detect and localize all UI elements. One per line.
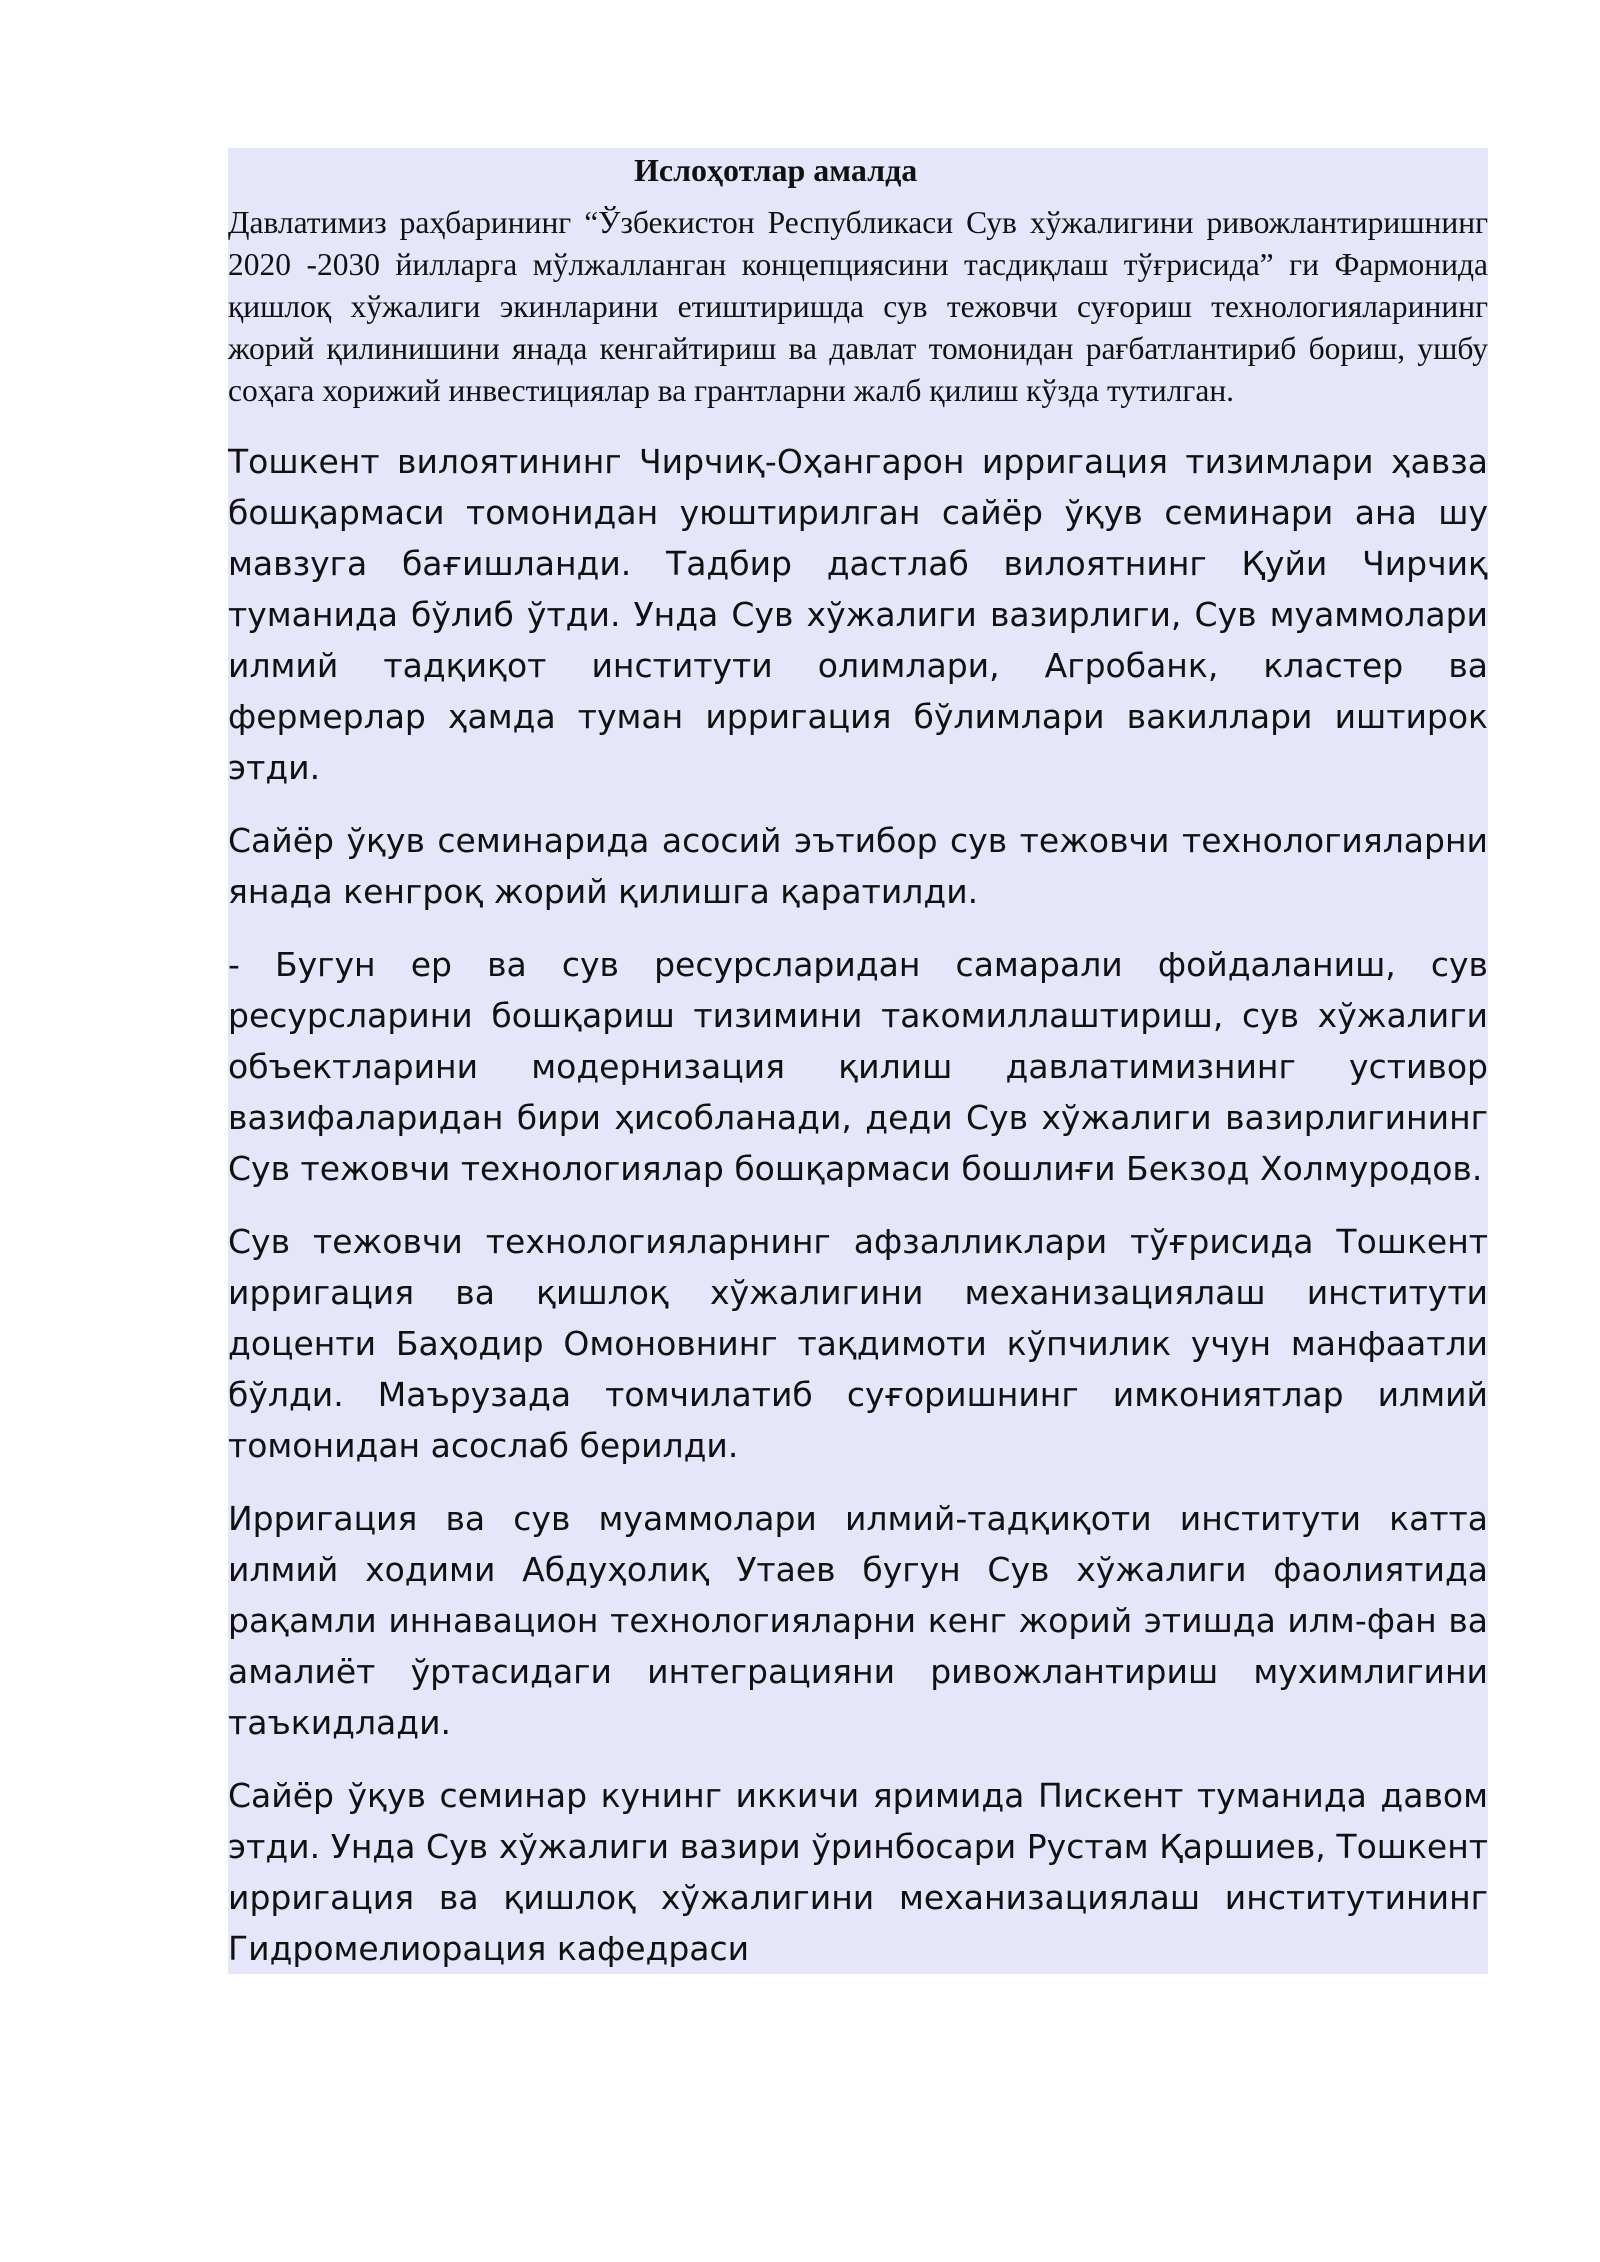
article-paragraph-5: Ирригация ва сув муаммолари илмий-тадқиқоти институти катта илмий ходими Абдуҳолиқ Утаев бугун Сув хўжалиги фаолиятида рақамли иннавацион технологияларни кенг жорий этишда илм-фан ва амалиёт ўртасидаги интеграцияни ривожлантириш мухимлигини таъкидлади. bbox=[228, 1499, 1488, 1742]
article-paragraph-2: Сайёр ўқув семинарида асосий эътибор сув тежовчи технологияларни янада кенгроқ жорий қилишга қаратилди. bbox=[228, 821, 1488, 911]
article-title: Ислоҳотлар амалда bbox=[634, 152, 918, 188]
article-paragraph-6: Сайёр ўқув семинар кунинг иккичи яримида Пискент туманида давом этди. Унда Сув хўжалиги вазири ўринбосари Рустам Қаршиев, Тошкент ирригация ва қишлоқ хўжалигини механизациялаш институтининг Гидромелиорация кафедраси bbox=[228, 1776, 1488, 1968]
article-intro-paragraph: Давлатимиз раҳбарининг “Ўзбекистон Республикаси Сув хўжалигини ривожлантиришнинг 2020 -2030 йилларга мўлжалланган концепциясини тасдиқлаш тўғрисида” ги Фармонида қишлоқ хўжалиги экинларини етиштиришда сув тежовчи суғориш технологияларининг жорий қилинишини янада кенгайтириш ва давлат томонидан рағбатлантириб бориш, ушбу соҳага хорижий инвестициялар ва грантларни жалб қилиш кўзда тутилган. bbox=[228, 205, 1488, 408]
article-text-block bbox=[228, 148, 1488, 1974]
article-paragraph-3: - Бугун ер ва сув ресурсларидан самарали фойдаланиш, сув ресурсларини бошқариш тизимини такомиллаштириш, сув хўжалиги объектларини модернизация қилиш давлатимизнинг устивор вазифаларидан бири ҳисобланади, деди Сув хўжалиги вазирлигининг Сув тежовчи технологиялар бошқармаси бошлиғи Бекзод Холмуродов. bbox=[228, 945, 1488, 1188]
article-paragraph-4: Сув тежовчи технологияларнинг афзалликлари тўғрисида Тошкент ирригация ва қишлоқ хўжалигини механизациялаш институти доценти Баҳодир Омоновнинг тақдимоти кўпчилик учун манфаатли бўлди. Маърузада томчилатиб суғоришнинг имкониятлар илмий томонидан асослаб берилди. bbox=[228, 1222, 1488, 1465]
article-paragraph-1: Тошкент вилоятининг Чирчиқ-Оҳангарон ирригация тизимлари ҳавза бошқармаси томонидан уюштирилган сайёр ўқув семинари ана шу мавзуга бағишланди. Тадбир дастлаб вилоятнинг Қуйи Чирчиқ туманида бўлиб ўтди. Унда Сув хўжалиги вазирлиги, Сув муаммолари илмий тадқиқот институти олимлари, Агробанк, кластер ва фермерлар ҳамда туман ирригация бўлимлари вакиллари иштирок этди. bbox=[228, 442, 1488, 787]
